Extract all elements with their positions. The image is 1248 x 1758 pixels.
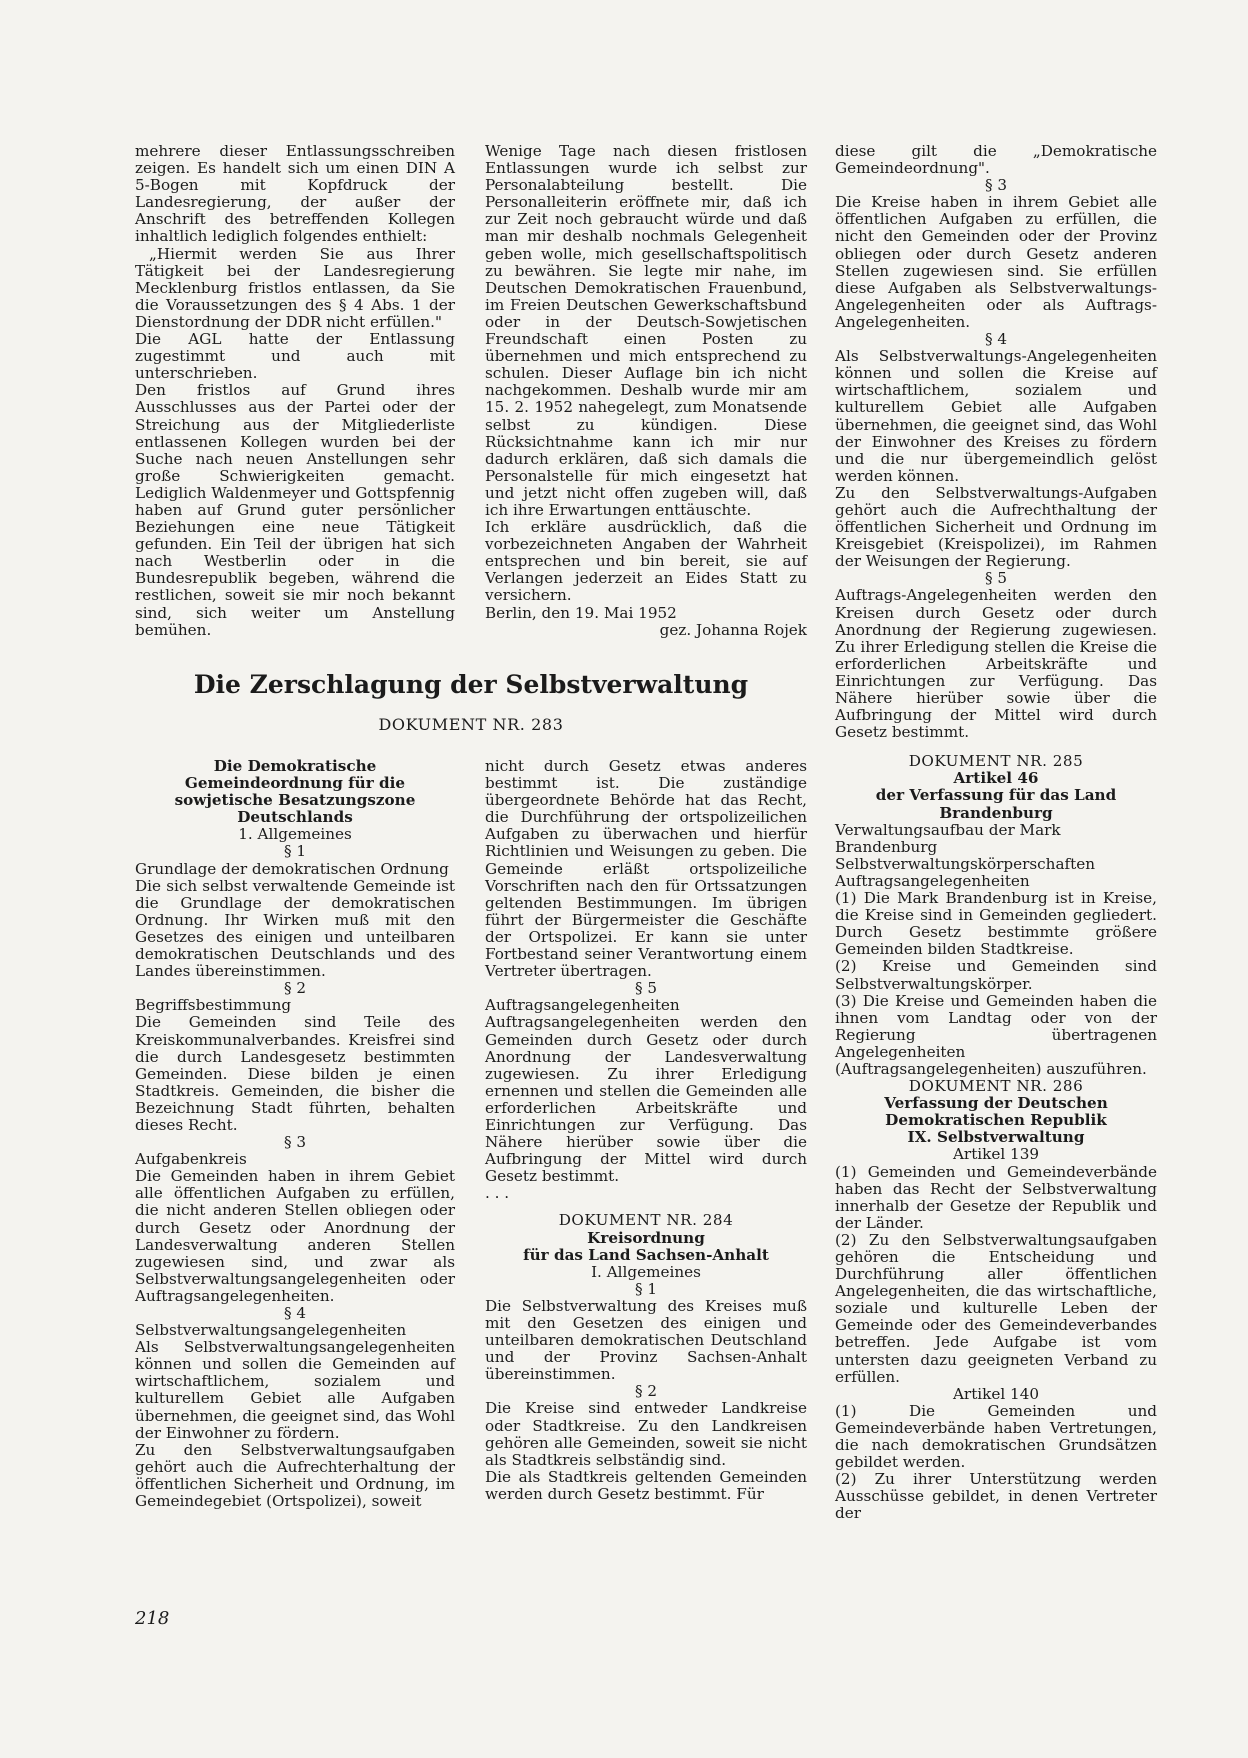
subtitle-line: Verwaltungsaufbau der Mark Brandenburg	[835, 820, 1061, 856]
section-mark: § 4	[984, 330, 1008, 349]
section-mark: § 1	[634, 1279, 658, 1298]
paragraph: Als Selbstverwaltungs-Angelegenheiten können und sollen die Kreise auf wirtschaftlichem, sozialem und kulturellem Gebiet alle Aufgaben übernehmen, die geeignet sind, das Wohl der Einwohner des Kreises zu fördern und die nur übergemeindlich gelöst werden können.	[835, 347, 1157, 485]
document-title: Artikel 46	[953, 769, 1039, 788]
column-top-middle	[485, 143, 807, 639]
column-lower-left	[135, 758, 455, 1510]
paragraph: Zu den Selbstverwaltungs-Aufgaben gehört auch die Aufrechthaltung der öffentlichen Sicherheit und Ordnung im Kreisgebiet (Kreispolizei), im Rahmen der Weisungen der Regierung.	[835, 483, 1157, 571]
paragraph: (2) Kreise und Gemeinden sind Selbstverwaltungskörper.	[835, 957, 1157, 993]
document-title: IX. Selbstverwaltung	[907, 1128, 1085, 1147]
paragraph: Die Kreise sind entweder Landkreise oder Stadtkreise. Zu den Landkreisen gehören alle Gemeinden, soweit sie nicht als Stadtkreis selbständig sind.	[485, 1399, 807, 1469]
paragraph: Die als Stadtkreis geltenden Gemeinden werden durch Gesetz bestimmt. Für	[485, 1467, 807, 1503]
section-mark: § 2	[283, 979, 307, 998]
ellipsis: . . .	[485, 1184, 510, 1203]
document-label: DOKUMENT NR. 284	[558, 1211, 734, 1230]
paragraph: (2) Zu ihrer Unterstützung werden Ausschüsse gebildet, in denen Vertreter der	[835, 1470, 1157, 1523]
article-heading: Artikel 139	[952, 1145, 1040, 1164]
page-number: 218	[135, 1608, 170, 1629]
section-title: Auftragsangelegenheiten	[485, 996, 680, 1015]
document-title: Die Demokratische Gemeindeordnung für die sowjetische Besatzungszone Deutschlands	[174, 757, 416, 827]
document-title: der Verfassung für das Land Brandenburg	[875, 786, 1117, 822]
document-title: Kreisordnung	[587, 1228, 705, 1247]
document-label: DOKUMENT NR. 285	[908, 752, 1084, 771]
paragraph: Wenige Tage nach diesen fristlosen Entlassungen wurde ich selbst zur Personalabteilung bestellt. Die Personalleiterin eröffnete mir, daß ich zur Zeit noch gebraucht würde und daß man mir deshalb nochmals Gelegenheit geben wolle, mich gesellschaftspolitisch zu bewähren. Sie legte mir nahe, im Deutschen Demokratischen Frauenbund, im Freien Deutschen Gewerkschaftsbund oder in der Deutsch-Sowjetischen Freundschaft einen Posten zu übernehmen und mich entsprechend zu schulen. Dieser Auflage bin ich nicht nachgekommen. Deshalb wurde mir am 15. 2. 1952 nahegelegt, zum Monatsende selbst zu kündigen. Diese Rücksichtnahme kann ich mir nur dadurch erklären, daß sich damals die Personalstelle für mich eingesetzt hat und jetzt nicht offen zugeben will, daß ich ihre Erwartungen enttäuschte.	[485, 142, 807, 519]
paragraph: Die Gemeinden sind Teile des Kreiskommunalverbandes. Kreisfrei sind die durch Landesgesetz bestimmten Gemeinden. Diese bilden je einen Stadtkreis. Gemeinden, die bisher die Bezeichnung Stadt führten, behalten dieses Recht.	[135, 1013, 455, 1134]
paragraph: (3) Die Kreise und Gemeinden haben die ihnen vom Landtag oder von der Regierung übertragenen Angelegenheiten (Auftragsangelegenheiten) auszuführen.	[835, 991, 1157, 1078]
section-mark: § 3	[283, 1133, 307, 1152]
column-lower-middle	[485, 758, 807, 1503]
quoted-letter: „Hiermit werden Sie aus Ihrer Tätigkeit bei der Landesregierung Mecklenburg fristlos entlassen, da Sie die Voraussetzungen des § 4 Abs. 1 der Dienstordnung der DDR nicht erfüllen."	[135, 244, 455, 331]
section-mark: § 3	[984, 176, 1008, 195]
paragraph: diese gilt die „Demokratische Gemeindeordnung".	[835, 142, 1157, 178]
section-title: Grundlage der demokratischen Ordnung	[135, 859, 449, 878]
paragraph: (2) Zu den Selbstverwaltungsaufgaben gehören die Entscheidung und Durchführung aller öffentlichen Angelegenheiten, die das wirtschaftliche, soziale und kulturelle Leben der Gemeinde oder des Gemeindeverbandes betreffen. Jede Aufgabe ist vom untersten dazu geeigneten Verband zu erfüllen.	[835, 1230, 1157, 1386]
column-top-left	[135, 143, 455, 639]
section-mark: § 5	[984, 569, 1008, 588]
document-title: für das Land Sachsen-Anhalt	[523, 1245, 769, 1264]
paragraph: Auftrags-Angelegenheiten werden den Kreisen durch Gesetz oder durch Anordnung der Regierung zugewiesen. Zu ihrer Erledigung stellen die Kreise die erforderlichen Arbeitskräfte und Einrichtungen zur Verfügung. Das Nähere hierüber sowie über die Aufbringung der Mittel wird durch Gesetz bestimmt.	[835, 586, 1157, 742]
column-right	[835, 143, 1157, 1523]
section-title: Begriffsbestimmung	[135, 996, 292, 1015]
part-heading: 1. Allgemeines	[238, 825, 352, 844]
signature-name: gez. Johanna Rojek	[659, 620, 807, 639]
paragraph: Zu den Selbstverwaltungsaufgaben gehört auch die Aufrechterhaltung der öffentlichen Sicherheit und Ordnung, im Gemeindegebiet (Ortspolizei), soweit	[135, 1440, 455, 1511]
paragraph: nicht durch Gesetz etwas anderes bestimmt ist. Die zuständige übergeordnete Behörde hat das Recht, die Durchführung der ortspolizeilichen Aufgaben zu überwachen und hierfür Richtlinien und Weisungen zu geben. Die Gemeinde erläßt ortspolizeiliche Vorschriften nach den für Ortssatzungen geltenden Bestimmungen. Im übrigen führt der Bürgermeister die Geschäfte der Ortspolizei. Er kann sie unter Fortbestand seiner Verantwortung einem Vertreter übertragen.	[485, 757, 807, 981]
subtitle-line: Selbstverwaltungskörperschaften	[835, 854, 1095, 873]
paragraph: Den fristlos auf Grund ihres Ausschlusses aus der Partei oder der Streichung aus der Mitgliederliste entlassenen Kollegen wurden bei der Suche nach neuen Anstellungen sehr große Schwierigkeiten gemacht. Lediglich Waldenmeyer und Gottspfennig haben auf Grund guter persönlicher Beziehungen eine neue Tätigkeit gefunden. Ein Teil der übrigen hat sich nach Westberlin oder in die Bundesrepublik begeben, während die restlichen, soweit sie mir noch bekannt sind, sich weiter um Anstellung bemühen.	[135, 381, 455, 639]
paragraph: Die Kreise haben in ihrem Gebiet alle öffentlichen Aufgaben zu erfüllen, die nicht den Gemeinden oder der Provinz obliegen oder durch Gesetz anderen Stellen zugewiesen sind. Sie erfüllen diese Aufgaben als Selbstverwaltungs-Angelegenheiten oder als Auftrags-Angelegenheiten.	[835, 193, 1157, 331]
subtitle-line: Auftragsangelegenheiten	[835, 871, 1030, 890]
section-title: Aufgabenkreis	[135, 1150, 247, 1169]
section-heading: Die Zerschlagung der Selbstverwaltung	[193, 670, 749, 699]
paragraph: Die Gemeinden haben in ihrem Gebiet alle öffentlichen Aufgaben zu erfüllen, die nicht anderen Stellen obliegen oder durch Gesetz oder Anordnung der Landesverwaltung anderen Stellen zugewiesen sind, und zwar als Selbstverwaltungsangelegenheiten oder Auftragsangelegenheiten.	[135, 1167, 455, 1305]
section-mark: § 5	[634, 979, 658, 998]
paragraph: Als Selbstverwaltungsangelegenheiten können und sollen die Gemeinden auf wirtschaftlichem, sozialem und kulturellem Gebiet alle Aufgaben übernehmen, die geeignet sind, das Wohl der Einwohner zu fördern.	[135, 1338, 455, 1442]
paragraph: Die Selbstverwaltung des Kreises muß mit den Gesetzen des einigen und unteilbaren demokratischen Deutschland und der Provinz Sachsen-Anhalt übereinstimmen.	[485, 1296, 807, 1384]
paragraph: (1) Die Mark Brandenburg ist in Kreise, die Kreise sind in Gemeinden gegliedert. Durch Gesetz bestimmte größere Gemeinden bilden Stadtkreise.	[835, 889, 1157, 959]
document-title: Verfassung der Deutschen Demokratischen Republik	[884, 1094, 1108, 1130]
paragraph: (1) Die Gemeinden und Gemeindeverbände haben Vertretungen, die nach demokratischen Grundsätzen gebildet werden.	[835, 1401, 1157, 1472]
section-title: Selbstverwaltungsangelegenheiten	[135, 1321, 407, 1340]
paragraph: Die sich selbst verwaltende Gemeinde ist die Grundlage der demokratischen Ordnung. Ihr Wirken muß mit den Gesetzes des einigen und unteilbaren demokratischen Deutschlands und des Landes übereinstimmen.	[135, 876, 455, 981]
paragraph: Die AGL hatte der Entlassung zugestimmt und auch mit unterschrieben.	[135, 330, 455, 383]
paragraph: Ich erkläre ausdrücklich, daß die vorbezeichneten Angaben der Wahrheit entsprechen und bin bereit, sie auf Verlangen jederzeit an Eides Statt zu versichern.	[485, 518, 807, 605]
paragraph: mehrere dieser Entlassungsschreiben zeigen. Es handelt sich um einen DIN A 5-Bogen mit Kopfdruck der Landesregierung, der außer der Anschrift des betreffenden Kollegen inhaltlich lediglich folgendes enthielt:	[135, 142, 455, 246]
section-mark: § 1	[283, 842, 307, 861]
document-label: DOKUMENT NR. 283	[378, 715, 564, 734]
part-heading: I. Allgemeines	[591, 1262, 701, 1281]
article-heading: Artikel 140	[952, 1384, 1040, 1403]
paragraph: (1) Gemeinden und Gemeindeverbände haben das Recht der Selbstverwaltung innerhalb der Gesetze der Republik und der Länder.	[835, 1162, 1157, 1232]
signature-place-date: Berlin, den 19. Mai 1952	[485, 603, 677, 622]
section-mark: § 4	[283, 1304, 307, 1322]
paragraph: Auftragsangelegenheiten werden den Gemeinden durch Gesetz oder durch Anordnung der Landesverwaltung zugewiesen. Zu ihrer Erledigung ernennen und stellen die Gemeinden alle erforderlichen Arbeitskräfte und Einrichtungen zur Verfügung. Das Nähere hierüber sowie über die Aufbringung der Mittel wird durch Gesetz bestimmt.	[485, 1013, 807, 1186]
document-label: DOKUMENT NR. 286	[908, 1077, 1084, 1096]
section-mark: § 2	[634, 1382, 658, 1401]
